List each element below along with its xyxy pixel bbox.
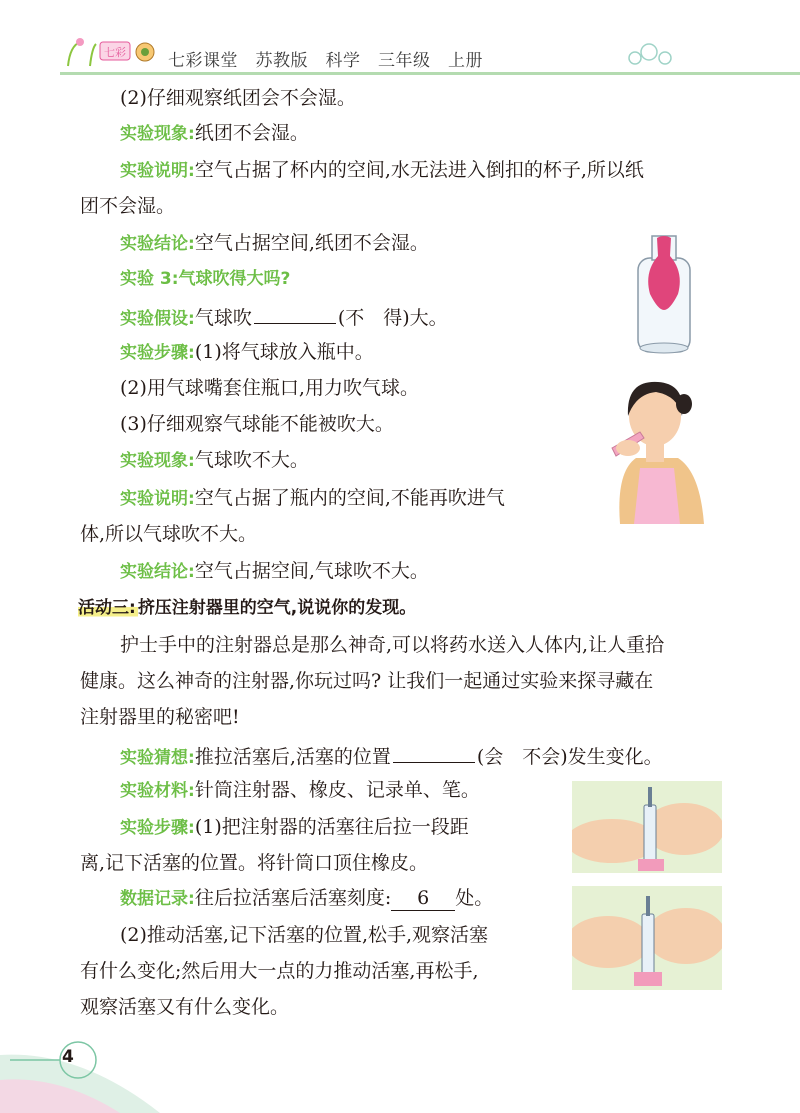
paragraph-line: 健康。这么神奇的注射器,你玩过吗? 让我们一起通过实验来探寻藏在 — [80, 670, 654, 692]
text-line: (2)用气球嘴套住瓶口,用力吹气球。 — [120, 377, 419, 399]
activity-heading: 活动三: 挤压注射器里的空气,说说你的发现。 — [78, 598, 417, 618]
page-number: 4 — [62, 1047, 74, 1067]
bubbles-decoration-icon — [625, 38, 685, 68]
girl-blowing-balloon-illustration — [600, 376, 715, 524]
text-line: (2)推动活塞,记下活塞的位置,松手,观察活塞 — [120, 924, 489, 946]
record-value: 6 — [391, 886, 455, 911]
text-line: 实验猜想:推拉活塞后,活塞的位置 (会 不会)发生变化。 — [120, 742, 663, 770]
text-line: 实验假设:气球吹 (不 得)大。 — [120, 303, 448, 331]
header-rule — [60, 72, 800, 75]
text-line: 离,记下活塞的位置。将针筒口顶住橡皮。 — [80, 852, 429, 874]
text-line: 实验步骤:(1)把注射器的活塞往后拉一段距 — [120, 816, 469, 838]
text-line: 数据记录:往后拉活塞后活塞刻度: 6 处。 — [120, 887, 494, 909]
syringe-pull-illustration — [572, 781, 722, 873]
fill-blank — [254, 303, 336, 324]
syringe-push-illustration — [572, 886, 722, 990]
text-line: 实验现象:气球吹不大。 — [120, 449, 309, 471]
svg-text:七彩: 七彩 — [104, 46, 126, 59]
paragraph-line: 注射器里的秘密吧! — [80, 706, 240, 728]
text-line: 实验步骤:(1)将气球放入瓶中。 — [120, 341, 374, 363]
header-title: 七彩课堂 苏教版 科学 三年级 上册 — [168, 51, 483, 71]
text-line: 观察活塞又有什么变化。 — [80, 996, 290, 1018]
text-line: 有什么变化;然后用大一点的力推动活塞,再松手, — [80, 960, 479, 982]
logo-icon — [60, 36, 160, 72]
text-line: 实验材料:针筒注射器、橡皮、记录单、笔。 — [120, 779, 480, 801]
text-line: 团不会湿。 — [80, 195, 176, 217]
text-line: 实验结论:空气占据空间,纸团不会湿。 — [120, 232, 429, 254]
text-line: 体,所以气球吹不大。 — [80, 523, 258, 545]
text-line: 实验说明:空气占据了杯内的空间,水无法进入倒扣的杯子,所以纸 — [120, 159, 644, 181]
paragraph-line: 护士手中的注射器总是那么神奇,可以将药水送入人体内,让人重拾 — [120, 634, 665, 656]
balloon-bottle-illustration — [630, 232, 698, 356]
page-header — [0, 0, 800, 80]
text-line: (3)仔细观察气球能不能被吹大。 — [120, 413, 394, 435]
text-line: 实验说明:空气占据了瓶内的空间,不能再吹进气 — [120, 487, 505, 509]
experiment-heading: 实验 3:气球吹得大吗? — [120, 269, 291, 289]
fill-blank — [393, 742, 475, 763]
corner-decoration-icon — [0, 1020, 160, 1113]
text-line: (2)仔细观察纸团会不会湿。 — [120, 87, 356, 109]
text-line: 实验现象:纸团不会湿。 — [120, 122, 309, 144]
text-line: 实验结论:空气占据空间,气球吹不大。 — [120, 560, 429, 582]
